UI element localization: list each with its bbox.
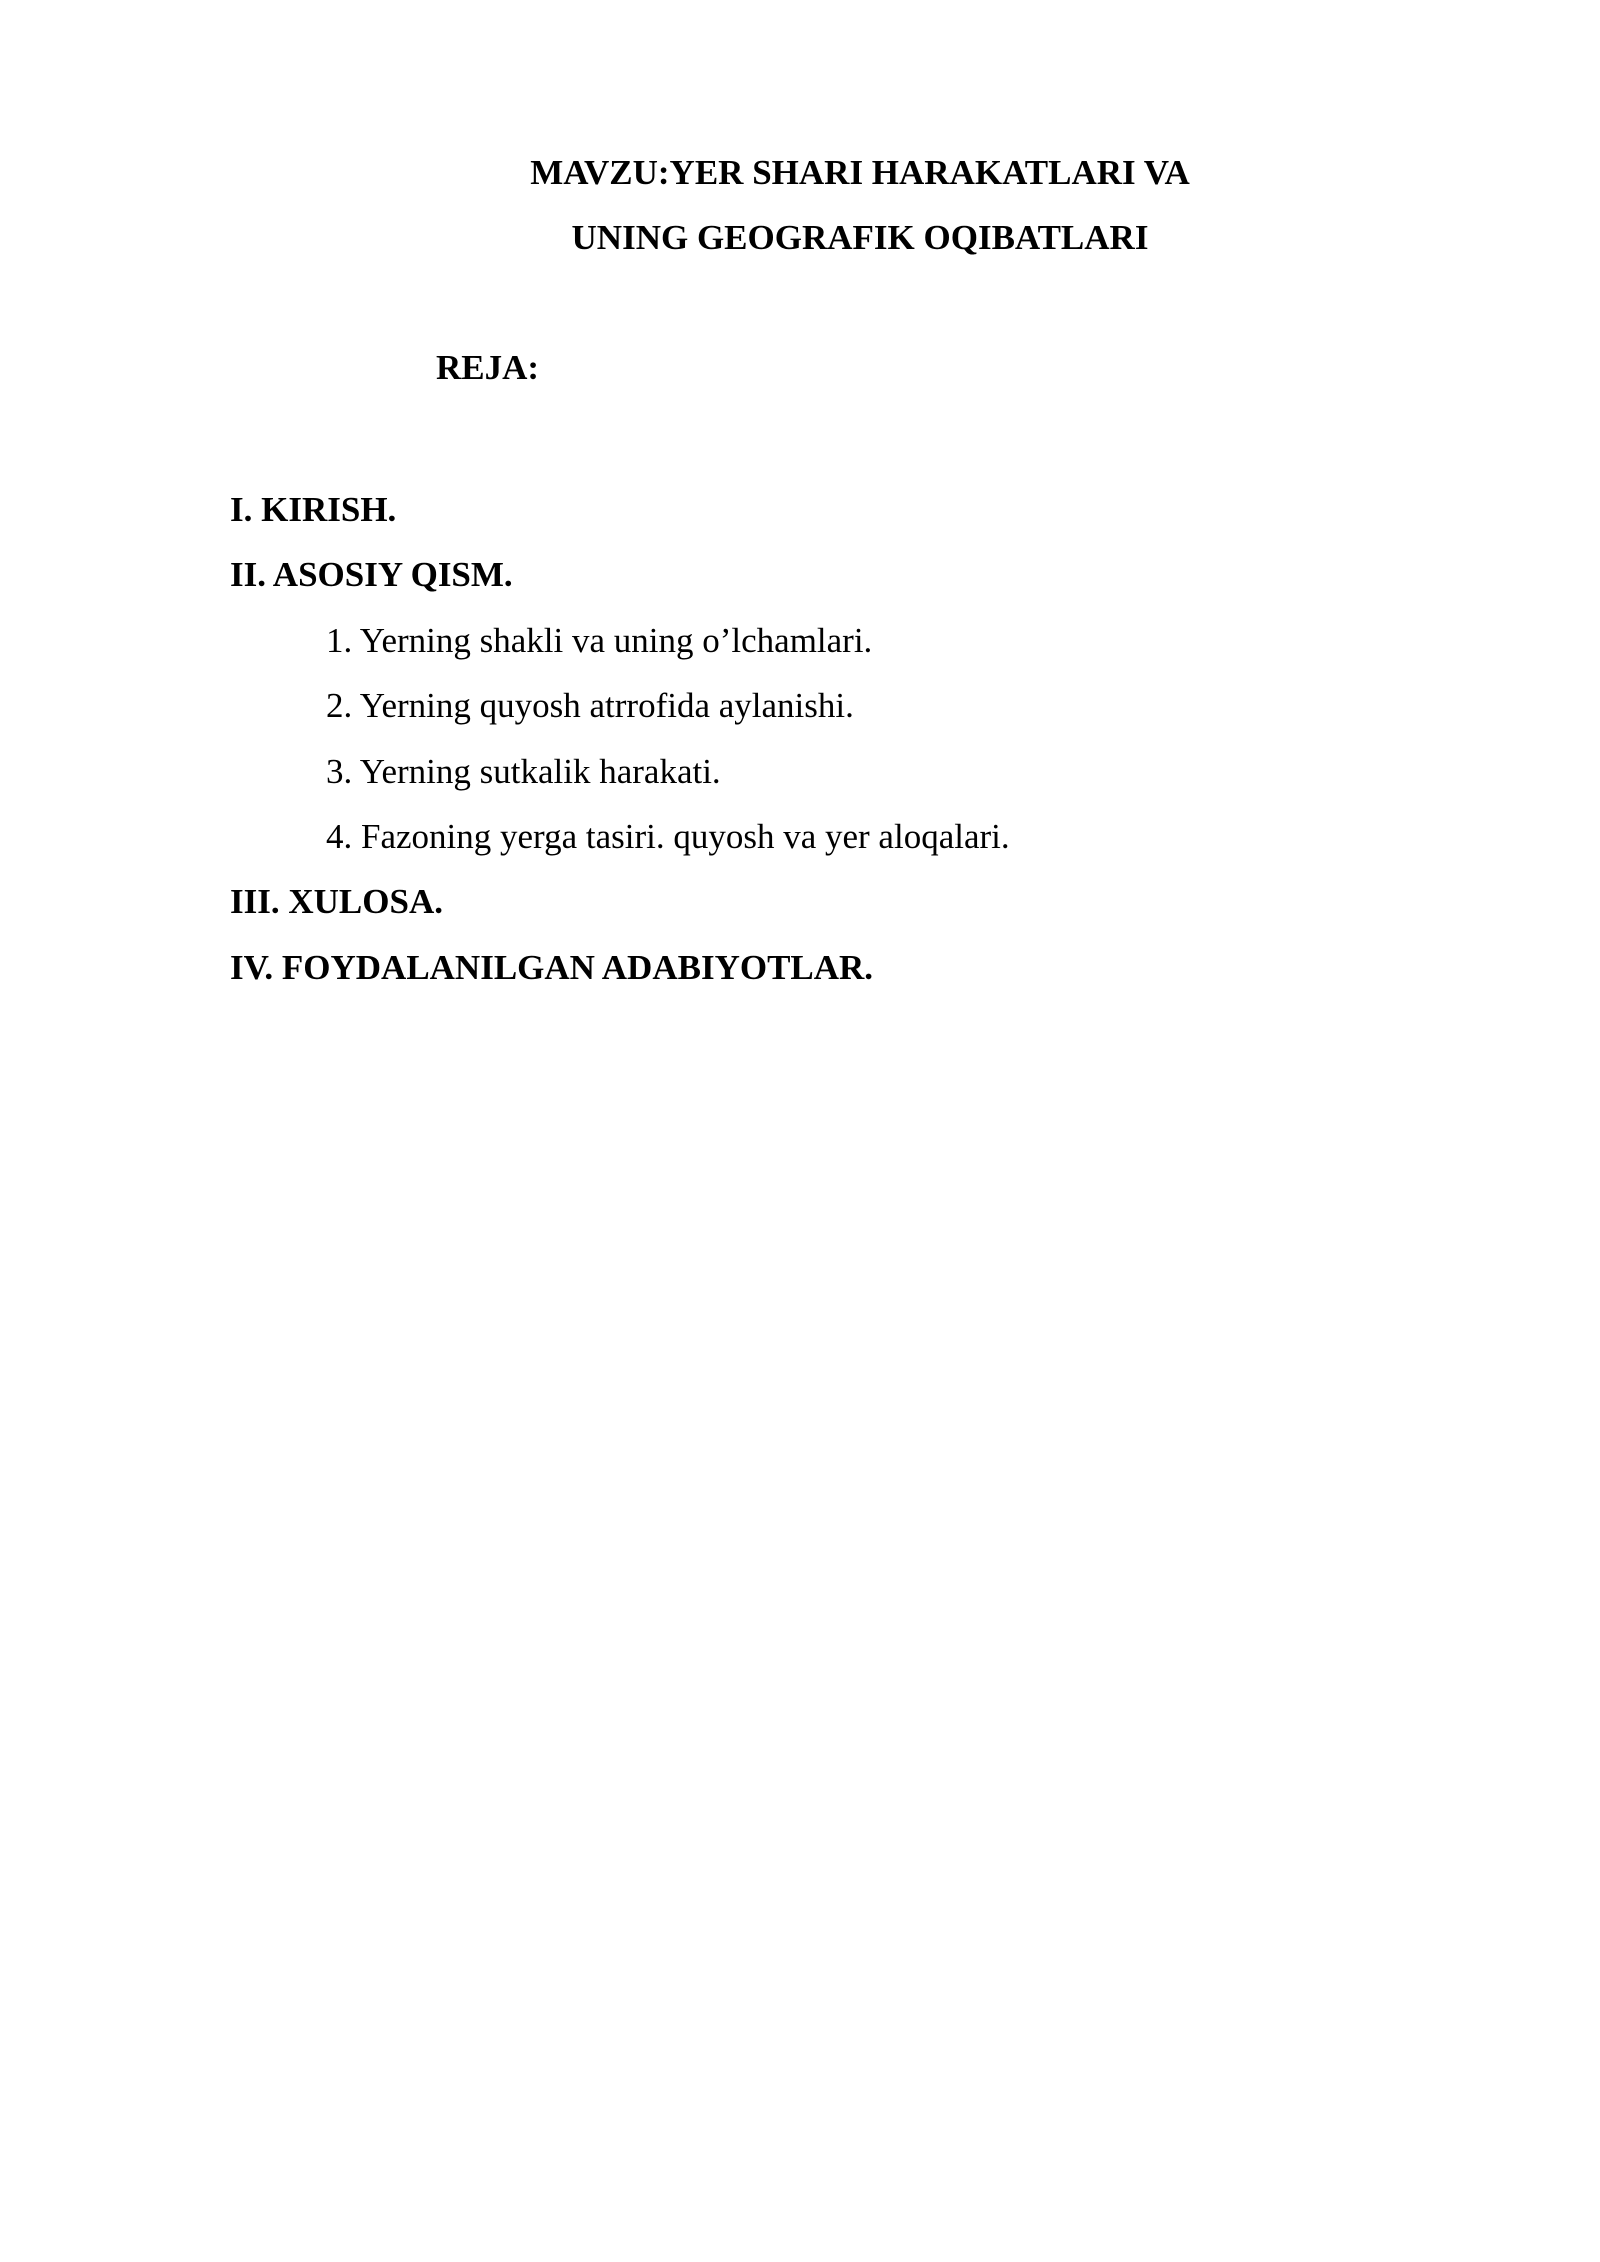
plan-heading: REJA: bbox=[436, 348, 540, 387]
plan-outline bbox=[230, 477, 1010, 1000]
outline-subitem-2: 2. Yerning quyosh atrrofida aylanishi. bbox=[326, 686, 854, 726]
outline-item-conclusion: III. XULOSA. bbox=[230, 882, 443, 922]
title-line-2: UNING GEOGRAFIK OQIBATLARI bbox=[571, 218, 1149, 257]
outline-subitem-3: 3. Yerning sutkalik harakati. bbox=[326, 751, 721, 791]
title-line-1: MAVZU:YER SHARI HARAKATLARI VA bbox=[530, 153, 1190, 192]
outline-item-introduction: I. KIRISH. bbox=[230, 490, 397, 529]
outline-subitem-1: 1. Yerning shakli va uning o’lchamlari. bbox=[326, 620, 873, 660]
outline-subitem-4: 4. Fazoning yerga tasiri. quyosh va yer aloqalari. bbox=[326, 816, 1010, 856]
outline-item-main-part: II. ASOSIY QISM. bbox=[230, 555, 513, 595]
outline-item-references: IV. FOYDALANILGAN ADABIYOTLAR. bbox=[230, 947, 874, 987]
